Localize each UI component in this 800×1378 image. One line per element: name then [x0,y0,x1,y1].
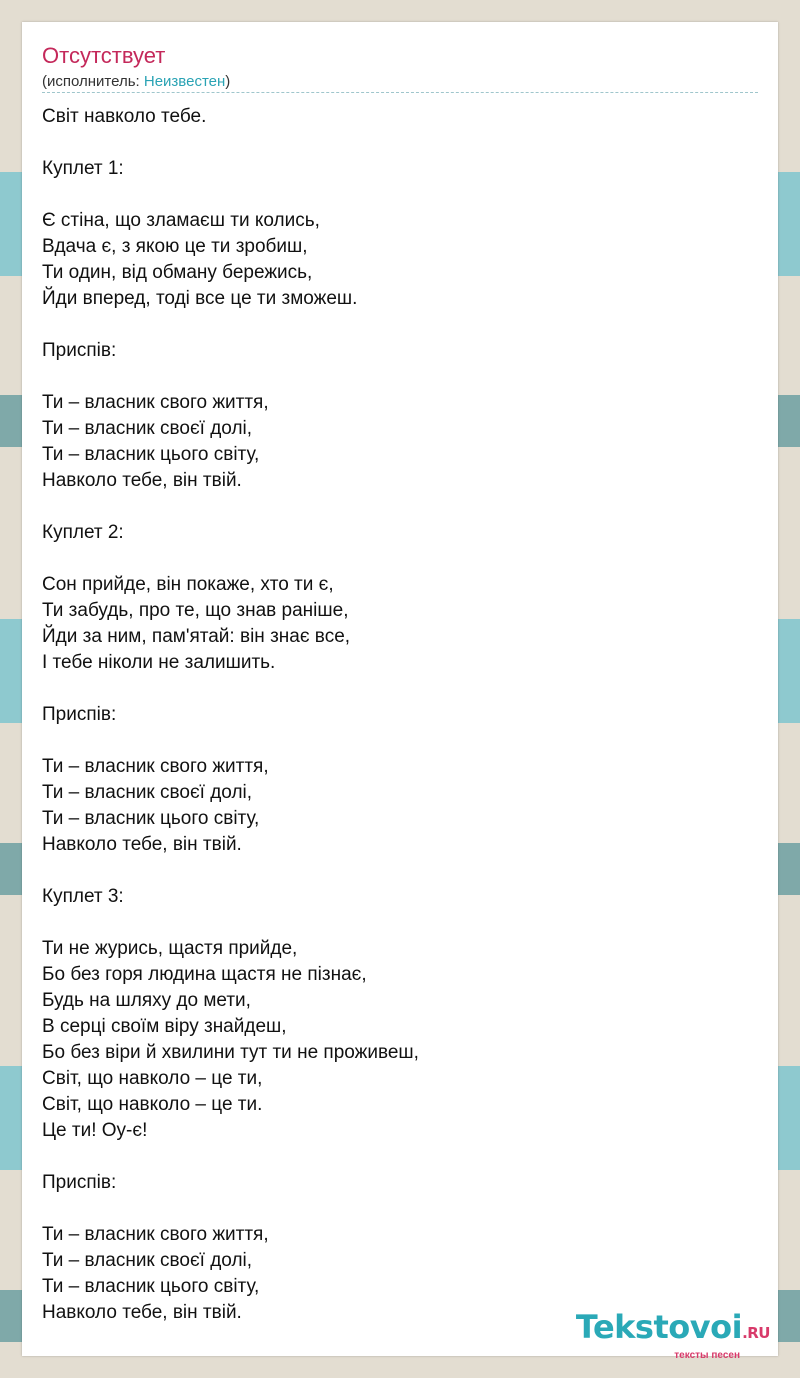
lyrics-blank-line [42,312,742,338]
lyrics-blank-line [42,728,742,754]
lyrics-line: Світ, що навколо – це ти, [42,1068,263,1089]
lyrics-blank-line [42,364,742,390]
lyrics-line: Йди вперед, тоді все це ти зможеш. [42,288,358,309]
lyrics-line: Навколо тебе, він твій. [42,1302,242,1323]
logo-name: Tekstovoi [575,1308,743,1346]
lyrics-line: Приспів: [42,340,117,361]
lyrics-line: Ти один, від обману бережись, [42,262,313,283]
lyrics-blank-line [42,858,742,884]
lyrics-line: Ти – власник цього світу, [42,808,260,829]
lyrics-line: Навколо тебе, він твій. [42,470,242,491]
title-divider [42,92,758,93]
lyrics-line: Ти – власник своєї долі, [42,1250,253,1271]
lyrics-line: Ти – власник цього світу, [42,1276,260,1297]
lyrics-line: Ти – власник своєї долі, [42,782,253,803]
lyrics-blank-line [42,494,742,520]
logo-tagline: тексты песен [674,1350,740,1361]
lyrics-line: Ти – власник свого життя, [42,756,269,777]
lyrics-line: Ти – власник своєї долі, [42,418,253,439]
lyrics-line: Це ти! Оу-є! [42,1120,148,1141]
lyrics-blank-line [42,1144,742,1170]
lyrics-line: Ти – власник свого життя, [42,1224,269,1245]
lyrics-line: І тебе ніколи не залишить. [42,652,276,673]
lyrics-line: Вдача є, з якою це ти зробиш, [42,236,308,257]
lyrics-line: Ти – власник цього світу, [42,444,260,465]
logo-tld: .RU [742,1324,770,1342]
lyrics-line: Світ, що навколо – це ти. [42,1094,263,1115]
lyrics-line: Сон прийде, він покаже, хто ти є, [42,574,334,595]
lyrics-line: Навколо тебе, він твій. [42,834,242,855]
logo-wordmark [576,1310,770,1350]
lyrics-blank-line [42,910,742,936]
performer-prefix: (исполнитель: [42,73,144,90]
lyrics-blank-line [42,182,742,208]
lyrics-blank-line [42,546,742,572]
lyrics-line: В серці своїм віру знайдеш, [42,1016,287,1037]
lyrics-line: Приспів: [42,1172,117,1193]
song-title: Отсутствует [42,43,166,68]
site-logo[interactable] [576,1310,770,1361]
lyrics-text [42,104,742,1326]
lyrics-line: Йди за ним, пам'ятай: він знає все, [42,626,351,647]
lyrics-blank-line [42,130,742,156]
lyrics-line: Приспів: [42,704,117,725]
lyrics-blank-line [42,1196,742,1222]
lyrics-blank-line [42,676,742,702]
lyrics-line: Будь на шляху до мети, [42,990,251,1011]
performer-link[interactable]: Неизвестен [143,73,226,90]
performer-line [42,73,230,91]
lyrics-line: Бо без віри й хвилини тут ти не проживеш, [42,1042,419,1063]
lyrics-line: Куплет 2: [42,522,124,543]
performer-suffix: ) [225,73,231,90]
lyrics-line: Ти не журись, щастя прийде, [42,938,298,959]
lyrics-line: Куплет 1: [42,158,124,179]
lyrics-line: Ти забудь, про те, що знав раніше, [42,600,349,621]
lyrics-line: Ти – власник свого життя, [42,392,269,413]
lyrics-line: Бо без горя людина щастя не пізнає, [42,964,367,985]
lyrics-line: Куплет 3: [42,886,124,907]
lyrics-card [22,22,778,1356]
lyrics-line: Світ навколо тебе. [42,106,207,127]
lyrics-line: Є стіна, що зламаєш ти колись, [42,210,320,231]
